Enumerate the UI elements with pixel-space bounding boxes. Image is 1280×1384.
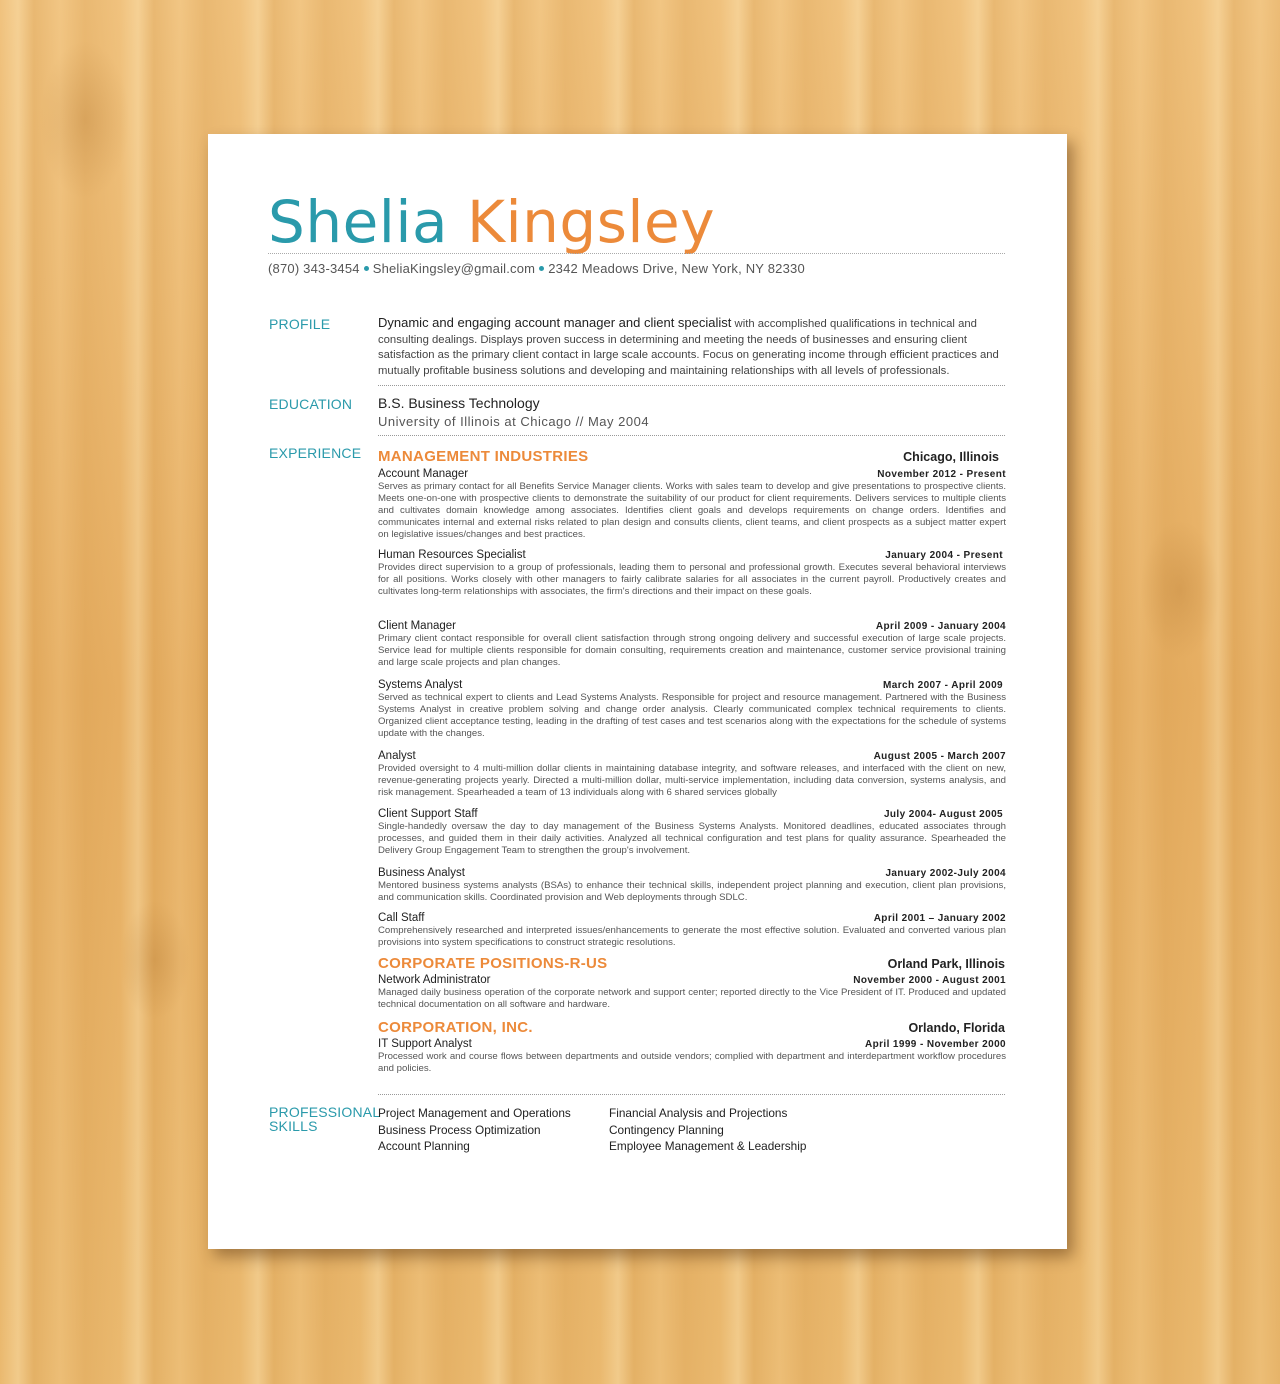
job-title: Network Administrator xyxy=(378,974,491,986)
profile-summary xyxy=(378,315,1005,379)
skill-item: Financial Analysis and Projections xyxy=(609,1106,788,1120)
school: University of Illinois at Chicago // May 2004 xyxy=(378,414,650,429)
job-title: Client Support Staff xyxy=(378,808,478,820)
job-entry xyxy=(378,912,1006,949)
phone: (870) 343-3454 xyxy=(268,261,360,276)
section-label-experience: EXPERIENCE xyxy=(269,445,362,461)
company-location: Orlando, Florida xyxy=(908,1021,1005,1035)
company-header xyxy=(378,1019,1005,1036)
job-description: Single-handedly oversaw the day to day management of the Business Systems Analysts. Monitored deadlines, educated associates through processes, and guided them in their daily activities. Analyzed all technical configuration and test plans for quality assurance. Spearheaded the Delivery Group Engagement Team to strengthen the group's involvement. xyxy=(378,821,1006,857)
company-header xyxy=(378,955,1005,972)
company-header xyxy=(378,448,1005,465)
job-description: Provides direct supervision to a group of professionals, leading them to personal and professional growth. Executes several behavioral interviews for all positions. Works closely with other managers to fairly calibrate salaries for all associates in the current payroll. Productively creates and cultivates long-term relationships with associates, the firm's directions and their impact on these goals. xyxy=(378,562,1006,598)
name-divider xyxy=(268,253,1005,254)
skills-column xyxy=(378,1105,609,1155)
job-date: November 2012 - Present xyxy=(877,469,1006,480)
company-name: CORPORATE POSITIONS-R-US xyxy=(378,955,608,972)
company-location: Chicago, Illinois xyxy=(903,450,999,464)
job-date: March 2007 - April 2009 xyxy=(883,680,1003,691)
job-description: Managed daily business operation of the corporate network and support center; reported directly to the Vice President of IT. Produced and updated technical documentation on all software and hardware. xyxy=(378,987,1006,1011)
job-title: Account Manager xyxy=(378,468,469,480)
section-divider xyxy=(378,435,1005,436)
job-entry xyxy=(378,867,1006,904)
job-entry xyxy=(378,549,1006,598)
job-title: Analyst xyxy=(378,750,416,762)
job-description: Mentored business systems analysts (BSAs) to enhance their technical skills, independent project planning and execution, client plan provisions, and communication skills. Coordinated provision and Web deployments through SDLC. xyxy=(378,880,1006,904)
job-entry xyxy=(378,679,1006,740)
section-divider xyxy=(378,385,1005,386)
job-entry xyxy=(378,974,1006,1011)
job-description: Provided oversight to 4 multi-million dollar clients in maintaining database integrity, and software releases, and interfaced with the client on new, revenue-generating projects yearly. Directed a multi-million dollar, multi-service implementation, including data conversion, systems analysis, and risk management. Spearheaded a team of 13 individuals along with 6 shared services globally xyxy=(378,763,1006,799)
job-entry xyxy=(378,620,1006,669)
job-date: April 2009 - January 2004 xyxy=(875,621,1006,632)
job-entry xyxy=(378,808,1006,857)
email[interactable]: SheliaKingsley@gmail.com xyxy=(372,261,536,276)
job-title: Human Resources Specialist xyxy=(378,549,526,561)
job-entry xyxy=(378,468,1006,541)
company-name: MANAGEMENT INDUSTRIES xyxy=(378,448,589,465)
profile-text: with accomplished qualifications in technical and consulting dealings. Displays proven success in determining and meeting the needs of businesses and ensuring client satisfaction as the primary client contact in large scale accounts. Focus on generating income through efficient practices and mutually profitable business solutions and developing and maintaining relationships with all levels of professionals. xyxy=(378,318,999,377)
job-entry xyxy=(378,750,1006,799)
job-description: Comprehensively researched and interpreted issues/enhancements to generate the most effective solution. Evaluated and converted various plan provisions into system specifications to construct strategic resolutions. xyxy=(378,925,1006,949)
skills-list xyxy=(378,1105,840,1155)
job-date: January 2002-July 2004 xyxy=(885,868,1006,879)
job-date: July 2004- August 2005 xyxy=(883,809,1003,820)
job-title: IT Support Analyst xyxy=(378,1038,472,1050)
bullet-dot xyxy=(364,266,369,271)
job-description: Primary client contact responsible for overall client satisfaction through strong ongoing delivery and successful execution of large scale projects. Service lead for multiple clients responsible for domain consulting, requirements creation and maintenance, customer service provisional training and large scale projects and plan changes. xyxy=(378,633,1006,669)
last-name: Kingsley xyxy=(466,188,716,256)
bullet-dot xyxy=(539,266,544,271)
job-description: Serves as primary contact for all Benefits Service Manager clients. Works with sales team to develop and give presentations to prospective clients. Meets one-on-one with prospective clients to demonstrate the suitability of our product for client requirements. Delivers services to multiple clients and cultivates domain knowledge among associates. Identifies client goals and develops requirements on change orders. Identifies and communicates internal and external risks related to plan design and consults clients, client teams, and client prospects as a subject matter expert on legislative issues/changes and best practices. xyxy=(378,481,1006,541)
resume-name xyxy=(268,188,715,256)
job-date: August 2005 - March 2007 xyxy=(873,751,1006,762)
job-description: Processed work and course flows between departments and outside vendors; complied with department and interdepartment workflow procedures and policies. xyxy=(378,1051,1006,1075)
job-description: Served as technical expert to clients and Lead Systems Analysts. Responsible for project and resource management. Partnered with the Business Systems Analyst in creative problem solving and change order analysis. Clearly communicated complex technical requirements to clients. Organized client acceptance testing, leading in the drafting of test cases and test scenarios along with the expectations for the schedule of systems update with the changes. xyxy=(378,692,1006,740)
company-location: Orland Park, Illinois xyxy=(887,957,1005,971)
first-name: Shelia xyxy=(268,188,449,256)
address: 2342 Meadows Drive, New York, NY 82330 xyxy=(548,261,805,276)
profile-lead: Dynamic and engaging account manager and client specialist xyxy=(378,315,732,330)
skill-item: Contingency Planning xyxy=(609,1122,724,1137)
degree: B.S. Business Technology xyxy=(378,395,540,411)
job-date: November 2000 - August 2001 xyxy=(853,975,1006,986)
job-date: April 2001 – January 2002 xyxy=(873,913,1006,924)
job-title: Client Manager xyxy=(378,620,456,632)
skills-label-line2: SKILLS xyxy=(269,1118,318,1134)
job-date: January 2004 - Present xyxy=(885,550,1003,561)
contact-line xyxy=(268,261,805,276)
section-label-skills xyxy=(269,1105,380,1133)
job-date: April 1999 - November 2000 xyxy=(864,1039,1006,1050)
section-label-profile: PROFILE xyxy=(269,316,331,332)
skill-item: Project Management and Operations xyxy=(378,1106,571,1120)
skills-label-line1: PROFESSIONAL xyxy=(269,1104,381,1120)
resume-page xyxy=(208,134,1067,1249)
job-entry xyxy=(378,1038,1006,1075)
skills-column xyxy=(609,1105,840,1155)
skill-item: Employee Management & Leadership xyxy=(609,1139,807,1153)
section-label-education: EDUCATION xyxy=(269,396,353,412)
education-block xyxy=(378,395,1005,429)
company-name: CORPORATION, INC. xyxy=(378,1019,533,1036)
section-divider xyxy=(378,1094,1005,1095)
job-title: Call Staff xyxy=(378,912,425,924)
skill-item: Business Process Optimization xyxy=(378,1122,541,1137)
skill-item: Account Planning xyxy=(378,1139,470,1153)
job-title: Business Analyst xyxy=(378,867,465,879)
job-title: Systems Analyst xyxy=(378,679,463,691)
